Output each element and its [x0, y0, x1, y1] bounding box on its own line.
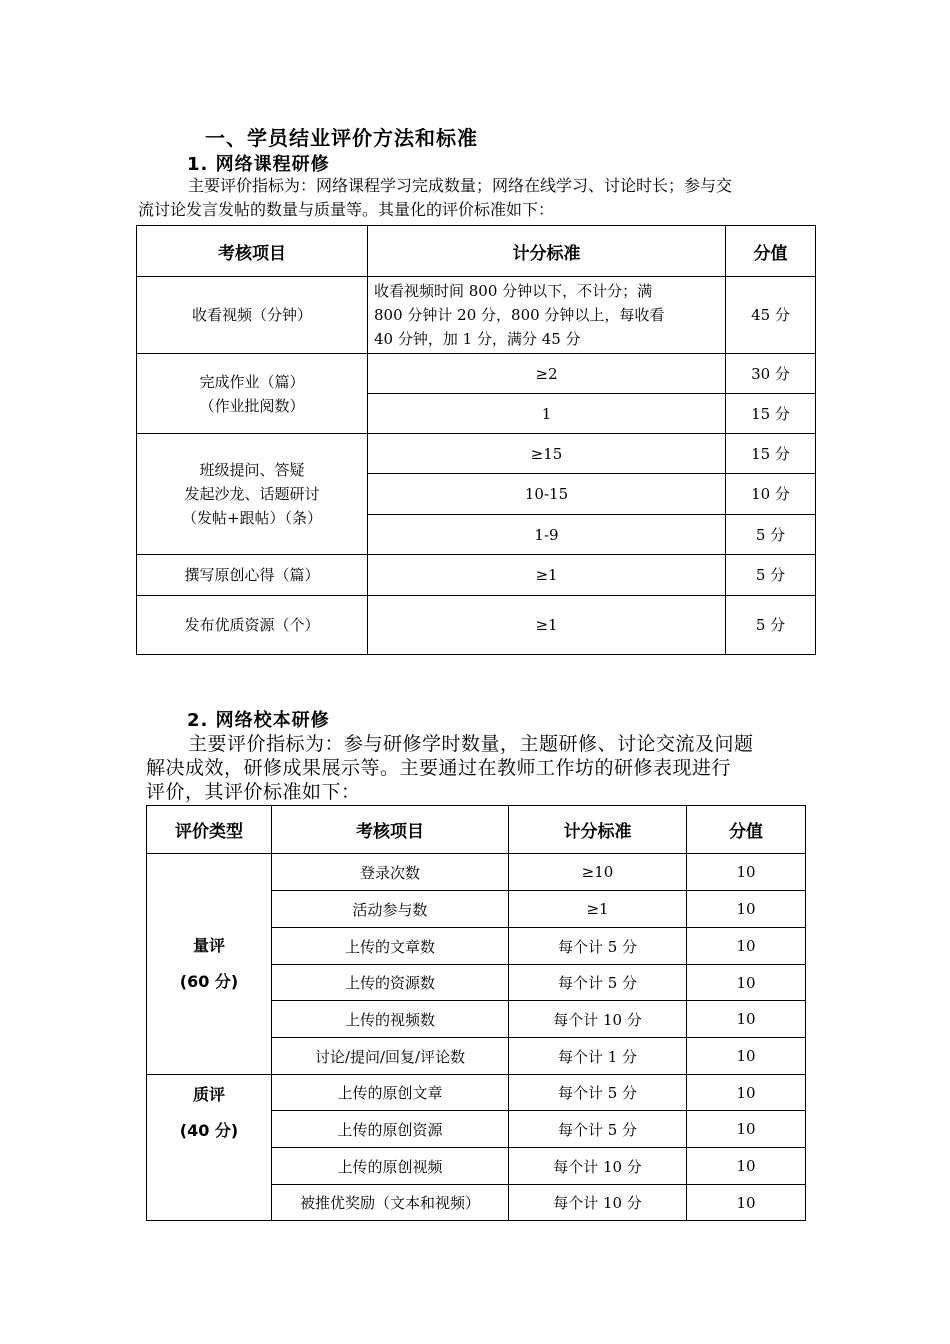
subsection-heading-2: 2. 网络校本研修 — [187, 710, 330, 731]
homework-score-1: 30 分 — [726, 354, 816, 394]
resource-score: 5 分 — [726, 596, 816, 655]
discussion-rule-2: 10-15 — [368, 474, 726, 515]
header-score: 分值 — [726, 226, 816, 277]
video-rule: 收看视频时间 800 分钟以下，不计分；满 800 分钟计 20 分，800 分钟以上，每收看 40 分钟，加 1 分，满分 45 分 — [368, 277, 726, 354]
table-row — [137, 555, 816, 596]
table-row: 被推优奖励（文本和视频） 每个计 10 分 10 — [147, 1185, 806, 1221]
homework-rule-2: 1 — [368, 394, 726, 434]
header-item: 考核项目 — [137, 226, 368, 277]
intro-paragraph-2-line-2: 解决成效，研修成果展示等。主要通过在教师工作坊的研修表现进行 — [146, 757, 732, 779]
table-row — [137, 277, 816, 354]
table-row: 活动参与数 ≥1 10 — [147, 891, 806, 928]
homework-rule-1: ≥2 — [368, 354, 726, 394]
school-evaluation-table — [146, 805, 806, 1221]
header-rule: 计分标准 — [509, 806, 687, 854]
section-heading: 一、学员结业评价方法和标准 — [205, 126, 478, 150]
course-evaluation-table — [136, 225, 816, 655]
table-row: 上传的原创资源 每个计 5 分 10 — [147, 1111, 806, 1148]
discussion-rule-3: 1-9 — [368, 515, 726, 555]
intro-paragraph-1-line-1: 主要评价指标为：网络课程学习完成数量；网络在线学习、讨论时长；参与交 — [188, 176, 733, 195]
discussion-score-2: 10 分 — [726, 474, 816, 515]
intro-paragraph-2-line-1: 主要评价指标为：参与研修学时数量，主题研修、讨论交流及问题 — [188, 733, 754, 755]
table-row: 上传的资源数 每个计 5 分 10 — [147, 965, 806, 1001]
resource-item: 发布优质资源（个） — [137, 596, 368, 655]
essay-item: 撰写原创心得（篇） — [137, 555, 368, 596]
table-row: 讨论/提问/回复/评论数 每个计 1 分 10 — [147, 1038, 806, 1075]
intro-paragraph-2-line-3: 评价，其评价标准如下： — [146, 781, 361, 803]
table-row: 上传的原创视频 每个计 10 分 10 — [147, 1148, 806, 1185]
header-score: 分值 — [687, 806, 806, 854]
table-row: 上传的视频数 每个计 10 分 10 — [147, 1001, 806, 1038]
table-row: 质评 (40 分) 上传的原创文章 每个计 5 分 10 — [147, 1075, 806, 1111]
homework-score-2: 15 分 — [726, 394, 816, 434]
table-row: 上传的文章数 每个计 5 分 10 — [147, 928, 806, 965]
discussion-item: 班级提问、答疑 发起沙龙、话题研讨 （发帖+跟帖）（条） — [137, 434, 368, 555]
header-item: 考核项目 — [272, 806, 509, 854]
discussion-score-3: 5 分 — [726, 515, 816, 555]
qualitative-category: 质评 (40 分) — [147, 1075, 272, 1221]
intro-paragraph-1-line-2: 流讨论发言发帖的数量与质量等。其量化的评价标准如下： — [138, 200, 555, 219]
resource-rule: ≥1 — [368, 596, 726, 655]
essay-rule: ≥1 — [368, 555, 726, 596]
table-row — [137, 596, 816, 655]
table-row — [137, 354, 816, 394]
discussion-score-1: 15 分 — [726, 434, 816, 474]
homework-item: 完成作业（篇） （作业批阅数） — [137, 354, 368, 434]
essay-score: 5 分 — [726, 555, 816, 596]
table-row — [137, 434, 816, 474]
header-type: 评价类型 — [147, 806, 272, 854]
discussion-rule-1: ≥15 — [368, 434, 726, 474]
table-row: 量评 (60 分) 登录次数 ≥10 10 — [147, 854, 806, 891]
video-score: 45 分 — [726, 277, 816, 354]
header-rule: 计分标准 — [368, 226, 726, 277]
video-item: 收看视频（分钟） — [137, 277, 368, 354]
quantitative-category: 量评 (60 分) — [147, 854, 272, 1075]
subsection-heading-1: 1. 网络课程研修 — [187, 154, 330, 175]
